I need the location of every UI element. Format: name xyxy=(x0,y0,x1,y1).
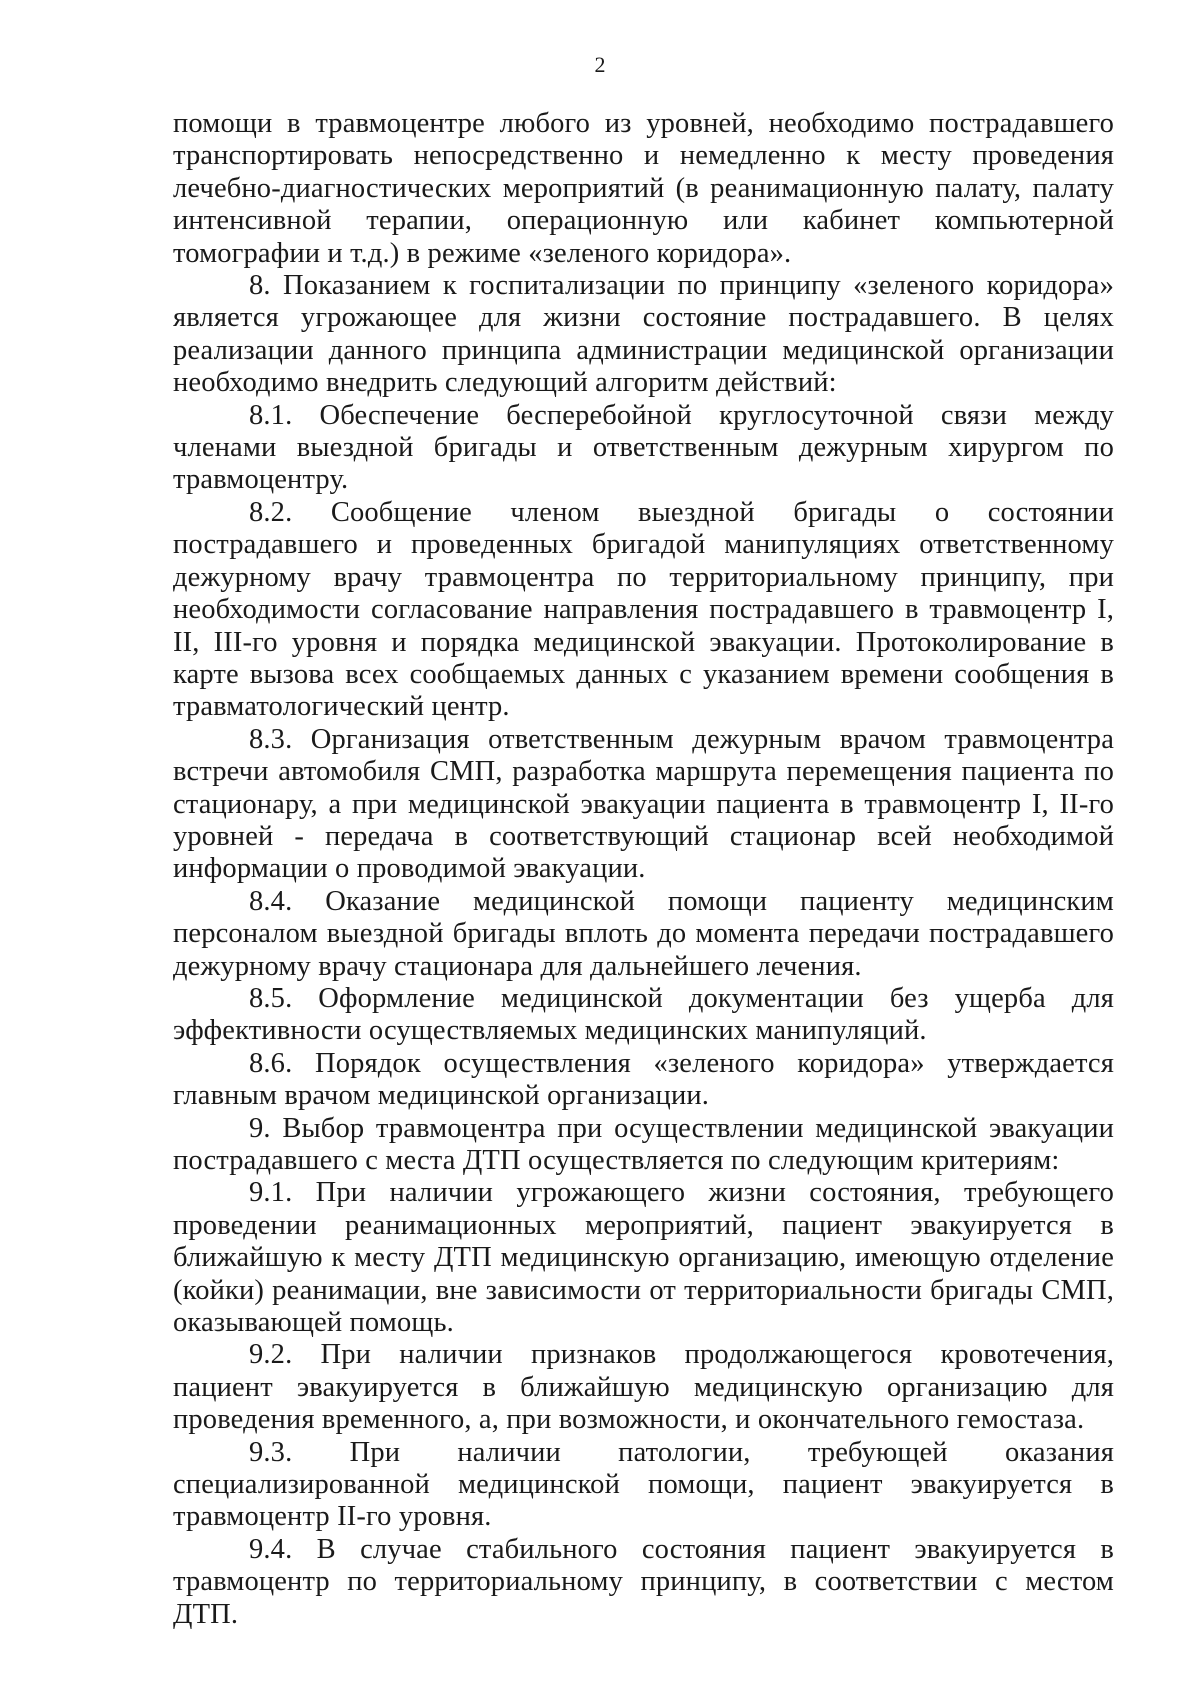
paragraph-8-6: 8.6. Порядок осуществления «зеленого коридора» утверждается главным врачом медицинской организации. xyxy=(173,1047,1114,1112)
document-body xyxy=(173,108,1114,1631)
paragraph-9-3: 9.3. При наличии патологии, требующей оказания специализированной медицинской помощи, пациент эвакуируется в травмоцентр II-го уровня. xyxy=(173,1436,1114,1533)
paragraph-8-5: 8.5. Оформление медицинской документации без ущерба для эффективности осуществляемых медицинских манипуляций. xyxy=(173,982,1114,1047)
paragraph-8-4: 8.4. Оказание медицинской помощи пациенту медицинским персоналом выездной бригады вплоть до момента передачи пострадавшего дежурному врачу стационара для дальнейшего лечения. xyxy=(173,885,1114,982)
paragraph-8: 8. Показанием к госпитализации по принципу «зеленого коридора» является угрожающее для жизни состояние пострадавшего. В целях реализации данного принципа администрации медицинской организации необходимо внедрить следующий алгоритм действий: xyxy=(173,270,1114,399)
paragraph-9-4: 9.4. В случае стабильного состояния пациент эвакуируется в травмоцентр по территориальному принципу, в соответствии с местом ДТП. xyxy=(173,1533,1114,1630)
paragraph-8-3: 8.3. Организация ответственным дежурным врачом травмоцентра встречи автомобиля СМП, разработка маршрута перемещения пациента по стационару, а при медицинской эвакуации пациента в травмоцентр I, II-го уровней - передача в соответствующий стационар всей необходимой информации о проводимой эвакуации. xyxy=(173,723,1114,885)
page-number: 2 xyxy=(594,52,606,77)
paragraph-9-2: 9.2. При наличии признаков продолжающегося кровотечения, пациент эвакуируется в ближайшую медицинскую организацию для проведения временного, а, при возможности, и окончательного гемостаза. xyxy=(173,1339,1114,1436)
paragraph-8-2: 8.2. Сообщение членом выездной бригады о состоянии пострадавшего и проведенных бригадой манипуляциях ответственному дежурному врачу травмоцентра по территориальному принципу, при необходимости согласование направления пострадавшего в травмоцентр I, II, III-го уровня и порядка медицинской эвакуации. Протоколирование в карте вызова всех сообщаемых данных с указанием времени сообщения в травматологический центр. xyxy=(173,496,1114,723)
paragraph-9-1: 9.1. При наличии угрожающего жизни состояния, требующего проведении реанимационных мероприятий, пациент эвакуируется в ближайшую к месту ДТП медицинскую организацию, имеющую отделение (койки) реанимации, вне зависимости от территориальности бригады СМП, оказывающей помощь. xyxy=(173,1177,1114,1339)
paragraph-9: 9. Выбор травмоцентра при осуществлении медицинской эвакуации пострадавшего с места ДТП осуществляется по следующим критериям: xyxy=(173,1112,1114,1176)
paragraph-8-1: 8.1. Обеспечение бесперебойной круглосуточной связи между членами выездной бригады и ответственным дежурным хирургом по травмоцентру. xyxy=(173,399,1114,496)
paragraph-continuation: помощи в травмоцентре любого из уровней, необходимо пострадавшего транспортировать непосредственно и немедленно к месту проведения лечебно-диагностических мероприятий (в реанимационную палату, палату интенсивной терапии, операционную или кабинет компьютерной томографии и т.д.) в режиме «зеленого коридора». xyxy=(173,108,1114,269)
